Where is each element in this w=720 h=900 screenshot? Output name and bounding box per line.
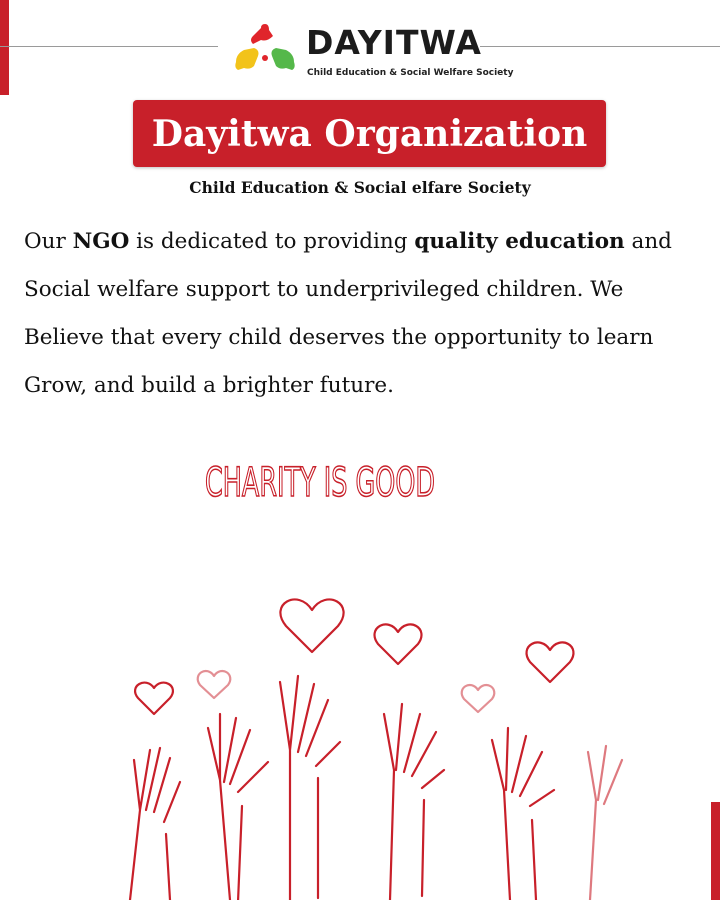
hands-logo-icon [234,22,296,80]
heart-icon [375,624,422,664]
right-edge-accent [711,802,720,900]
intro-line-2: Social welfare support to underprivileged children. We [24,277,624,302]
left-edge-accent [0,0,9,95]
heart-icon [527,642,574,682]
hand-icon [588,746,622,900]
heart-icon [280,599,343,652]
heart-icon [135,683,173,714]
intro-line-1: Our NGO is dedicated to providing quality education and [24,229,672,254]
intro-line-3: Believe that every child deserves the opportunity to learn [24,325,654,350]
hand-icon [492,728,554,900]
brand-name: DAYITWA [306,23,482,62]
hand-icon [208,714,268,900]
intro-line-4: Grow, and build a brighter future. [24,373,394,398]
hero-headline: CHARITY IS GOOD [205,460,435,506]
heart-icon [462,685,495,712]
hands-and-hearts-illustration [90,400,630,900]
tagline: Child Education & Social elfare Society [189,178,531,197]
hand-icon [130,748,180,900]
brand-subtitle: Child Education & Social Welfare Society [307,68,514,78]
header-rule-right [480,46,720,47]
title-banner [133,100,606,167]
hand-icon [384,704,444,900]
heart-icon [198,671,231,698]
intro-paragraph [24,218,704,410]
header-rule-left [0,46,218,47]
hand-icon [280,676,340,900]
banner-title: Dayitwa Organization [151,112,588,155]
